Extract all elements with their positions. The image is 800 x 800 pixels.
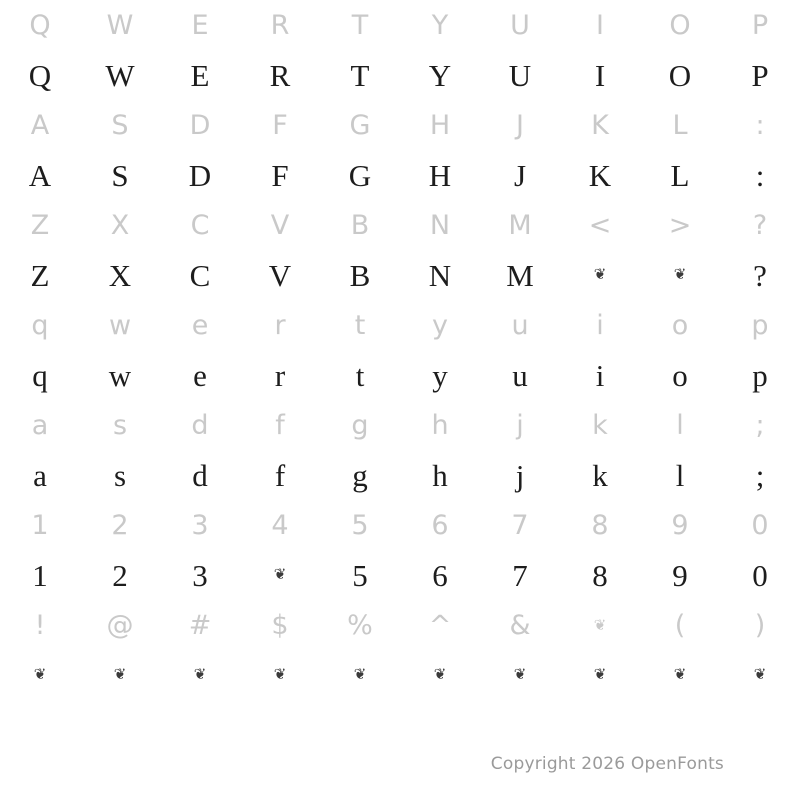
floral-heart-icon: ❦ xyxy=(673,266,687,283)
glyph-cell: i xyxy=(596,309,604,341)
glyph-cell: C xyxy=(189,257,211,293)
glyph-cell: ) xyxy=(754,609,766,641)
glyph-cell: A xyxy=(28,157,52,193)
floral-heart-icon: ❦ xyxy=(593,666,607,683)
glyph-cell: 6 xyxy=(432,557,448,593)
glyph-cell: ^ xyxy=(428,609,452,641)
glyph-cell: g xyxy=(351,409,369,441)
glyph-cell: t xyxy=(355,357,365,393)
glyph-row xyxy=(0,400,800,450)
glyph-cell: W xyxy=(105,57,135,93)
glyph-cell: 2 xyxy=(112,557,128,593)
glyph-row xyxy=(0,450,800,500)
glyph-cell: X xyxy=(108,257,132,293)
glyph-cell: Z xyxy=(30,209,50,241)
glyph-cell: Y xyxy=(431,9,449,41)
floral-heart-icon: ❦ xyxy=(753,666,767,683)
glyph-cell: S xyxy=(111,109,129,141)
glyph-cell: 4 xyxy=(271,509,289,541)
glyph-row xyxy=(0,200,800,250)
glyph-cell: p xyxy=(751,309,769,341)
glyph-row xyxy=(0,250,800,300)
glyph-cell: f xyxy=(274,457,286,493)
glyph-cell: F xyxy=(272,109,288,141)
glyph-cell: R xyxy=(270,9,290,41)
glyph-cell: w xyxy=(108,357,132,393)
floral-heart-icon: ❦ xyxy=(273,666,287,683)
glyph-row xyxy=(0,350,800,400)
glyph-cell: H xyxy=(428,157,452,193)
glyph-cell: E xyxy=(191,9,209,41)
glyph-cell: u xyxy=(511,309,529,341)
glyph-cell: 3 xyxy=(192,557,208,593)
glyph-cell: ? xyxy=(753,257,767,293)
glyph-cell: f xyxy=(275,409,285,441)
glyph-cell: D xyxy=(188,157,212,193)
glyph-cell: G xyxy=(349,109,371,141)
glyph-row xyxy=(0,550,800,600)
glyph-cell: % xyxy=(347,609,373,641)
glyph-cell: q xyxy=(31,309,49,341)
glyph-cell: 9 xyxy=(671,509,689,541)
glyph-cell: d xyxy=(192,457,208,493)
glyph-cell: ; xyxy=(755,409,765,441)
glyph-cell: : xyxy=(755,109,765,141)
glyph-cell: Y xyxy=(428,57,452,93)
glyph-cell: : xyxy=(755,157,765,193)
glyph-cell: a xyxy=(33,457,47,493)
floral-heart-icon: ❦ xyxy=(33,666,47,683)
glyph-cell: s xyxy=(113,457,127,493)
glyph-cell: R xyxy=(269,57,291,93)
glyph-cell: 1 xyxy=(32,557,48,593)
glyph-cell: Q xyxy=(29,9,51,41)
floral-heart-icon: ❦ xyxy=(193,666,207,683)
glyph-cell: K xyxy=(588,157,612,193)
glyph-cell: M xyxy=(508,209,532,241)
glyph-cell: p xyxy=(752,357,768,393)
glyph-cell: k xyxy=(592,457,608,493)
glyph-cell: E xyxy=(190,57,210,93)
glyph-row xyxy=(0,50,800,100)
glyph-cell: h xyxy=(432,457,448,493)
glyph-cell: j xyxy=(515,457,525,493)
glyph-cell: V xyxy=(268,257,292,293)
glyph-cell: L xyxy=(672,109,688,141)
glyph-cell: k xyxy=(592,409,608,441)
glyph-cell: 7 xyxy=(511,509,529,541)
glyph-cell: t xyxy=(354,309,366,341)
glyph-cell: ? xyxy=(752,209,768,241)
glyph-cell: W xyxy=(106,9,134,41)
glyph-cell: 7 xyxy=(512,557,528,593)
glyph-cell: B xyxy=(349,257,371,293)
glyph-cell: 9 xyxy=(672,557,688,593)
glyph-cell: 2 xyxy=(111,509,129,541)
glyph-cell: $ xyxy=(271,609,289,641)
glyph-cell: @ xyxy=(106,609,134,641)
glyph-cell: < xyxy=(588,209,612,241)
glyph-cell: T xyxy=(350,57,370,93)
glyph-cell: 8 xyxy=(591,509,609,541)
glyph-row xyxy=(0,150,800,200)
floral-heart-icon: ❦ xyxy=(593,266,607,283)
floral-heart-icon: ❦ xyxy=(353,666,367,683)
floral-heart-icon: ❦ xyxy=(113,666,127,683)
glyph-cell: e xyxy=(191,309,209,341)
glyph-cell: H xyxy=(429,109,451,141)
glyph-row xyxy=(0,100,800,150)
glyph-cell: ; xyxy=(755,457,765,493)
glyph-cell: d xyxy=(191,409,209,441)
glyph-cell: U xyxy=(508,57,532,93)
glyph-cell: X xyxy=(110,209,130,241)
glyph-cell: ( xyxy=(674,609,686,641)
floral-heart-icon: ❦ xyxy=(433,666,447,683)
glyph-row xyxy=(0,300,800,350)
glyph-cell: l xyxy=(676,409,684,441)
glyph-cell: K xyxy=(591,109,609,141)
glyph-cell: y xyxy=(432,309,448,341)
glyph-cell: 0 xyxy=(751,509,769,541)
glyph-cell: G xyxy=(348,157,372,193)
glyph-cell: Q xyxy=(28,57,52,93)
glyph-cell: a xyxy=(31,409,49,441)
floral-heart-icon: ❦ xyxy=(513,666,527,683)
glyph-cell: s xyxy=(112,409,128,441)
glyph-cell: I xyxy=(596,9,604,41)
glyph-cell: J xyxy=(513,157,527,193)
glyph-cell: u xyxy=(512,357,528,393)
glyph-cell: P xyxy=(751,9,769,41)
glyph-cell: o xyxy=(671,309,689,341)
glyph-cell: P xyxy=(751,57,769,93)
glyph-cell: O xyxy=(668,57,692,93)
glyph-cell: N xyxy=(429,209,451,241)
glyph-cell: 6 xyxy=(431,509,449,541)
glyph-cell: 5 xyxy=(352,557,368,593)
glyph-cell: & xyxy=(509,609,531,641)
glyph-cell: D xyxy=(189,109,211,141)
floral-heart-icon: ❦ xyxy=(673,666,687,683)
glyph-cell: N xyxy=(428,257,452,293)
glyph-cell: A xyxy=(30,109,50,141)
copyright-notice: Copyright 2026 OpenFonts xyxy=(490,754,724,774)
glyph-cell: B xyxy=(350,209,370,241)
glyph-row xyxy=(0,600,800,650)
glyph-cell: V xyxy=(270,209,290,241)
glyph-cell: o xyxy=(672,357,688,393)
glyph-cell: C xyxy=(190,209,210,241)
glyph-cell: 1 xyxy=(31,509,49,541)
glyph-cell: l xyxy=(675,457,685,493)
glyph-cell: T xyxy=(351,9,369,41)
glyph-cell: O xyxy=(669,9,691,41)
glyph-cell: e xyxy=(193,357,207,393)
glyph-cell: h xyxy=(431,409,449,441)
glyph-cell: L xyxy=(670,157,690,193)
glyph-cell: 8 xyxy=(592,557,608,593)
glyph-cell: 3 xyxy=(191,509,209,541)
glyph-cell: j xyxy=(516,409,524,441)
floral-heart-icon: ❦ xyxy=(593,615,607,634)
glyph-row xyxy=(0,0,800,50)
glyph-row xyxy=(0,500,800,550)
glyph-cell: 5 xyxy=(351,509,369,541)
glyph-cell: Z xyxy=(30,257,50,293)
glyph-cell: S xyxy=(111,157,129,193)
glyph-cell: i xyxy=(595,357,605,393)
glyph-cell: g xyxy=(352,457,368,493)
glyph-cell: 0 xyxy=(752,557,768,593)
glyph-cell: J xyxy=(516,109,524,141)
glyph-cell: M xyxy=(506,257,534,293)
glyph-cell: U xyxy=(510,9,530,41)
glyph-cell: y xyxy=(432,357,448,393)
glyph-cell: q xyxy=(32,357,48,393)
glyph-row xyxy=(0,650,800,700)
glyph-cell: > xyxy=(668,209,692,241)
glyph-cell: r xyxy=(274,309,286,341)
glyph-cell: r xyxy=(274,357,286,393)
glyph-cell: ! xyxy=(34,609,46,641)
glyph-cell: F xyxy=(271,157,289,193)
glyph-cell: I xyxy=(594,57,606,93)
floral-heart-icon: ❦ xyxy=(273,566,287,583)
glyph-cell: w xyxy=(108,309,132,341)
glyph-cell: # xyxy=(188,609,212,641)
